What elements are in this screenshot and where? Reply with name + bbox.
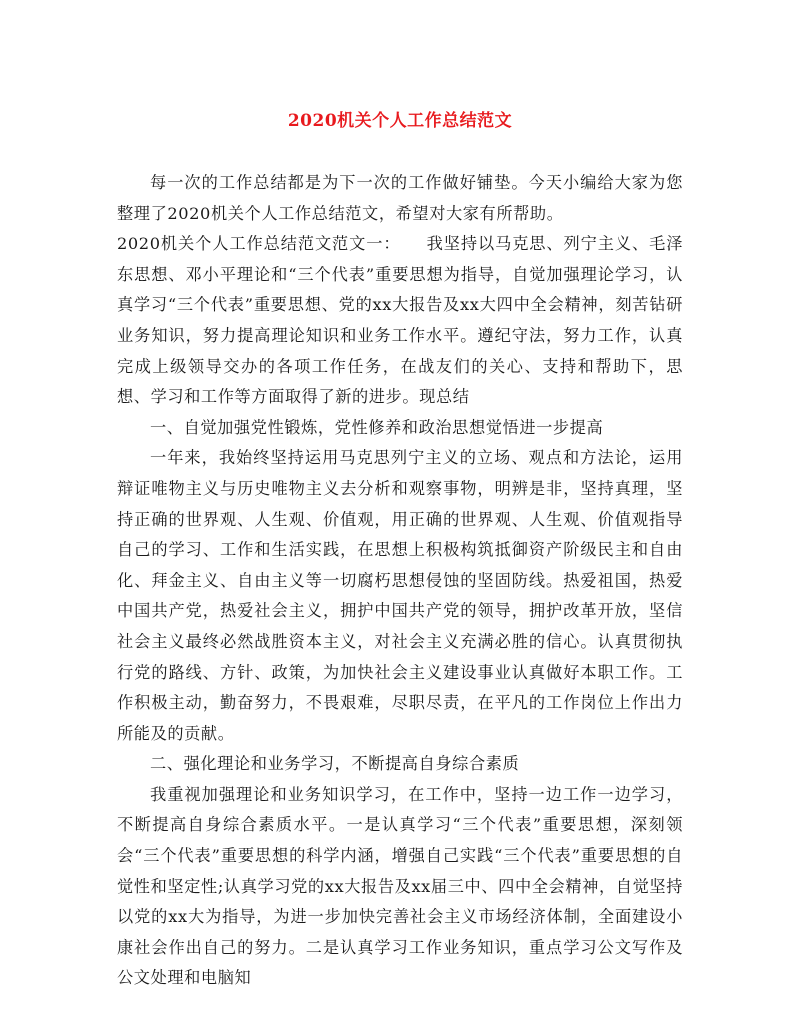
section-heading-1: 一、自觉加强党性锻炼，党性修养和政治思想觉悟进一步提高: [150, 417, 604, 437]
sample-one-paragraph: 2020机关个人工作总结范文范文一： 我坚持以马克思、列宁主义、毛泽东思想、邓小平理论和“三个代表”重要思想为指导，自觉加强理论学习，认真学习“三个代表”重要思想、党的xx大报告及xx大四中全会精神，刻苦钻研业务知识，努力提高理论知识和业务工作水平。遵纪守法，努力工作，认真完成上级领导交办的各项工作任务，在战友们的关心、支持和帮助下，思想、学习和工作等方面取得了新的进步。现总结: [117, 234, 683, 407]
section-1-paragraph: 一年来，我始终坚持运用马克思列宁主义的立场、观点和方法论，运用辩证唯物主义与历史唯物主义去分析和观察事物，明辨是非，坚持真理，坚持正确的世界观、人生观、价值观，用正确的世界观、人生观、价值观指导自己的学习、工作和生活实践，在思想上积极构筑抵御资产阶级民主和自由化、拜金主义、自由主义等一切腐朽思想侵蚀的坚固防线。热爱祖国，热爱中国共产党，热爱社会主义，拥护中国共产党的领导，拥护改革开放，坚信社会主义最终必然战胜资本主义，对社会主义充满必胜的信心。认真贯彻执行党的路线、方针、政策，为加快社会主义建设事业认真做好本职工作。工作积极主动，勤奋努力，不畏艰难，尽职尽责，在平凡的工作岗位上作出力所能及的贡献。: [117, 448, 683, 743]
section-2-paragraph: 我重视加强理论和业务知识学习，在工作中，坚持一边工作一边学习，不断提高自身综合素质水平。一是认真学习“三个代表”重要思想，深刻领会“三个代表”重要思想的科学内涵，增强自己实践“三个代表”重要思想的自觉性和坚定性;认真学习党的xx大报告及xx届三中、四中全会精神，自觉坚持以党的xx大为指导，为进一步加快完善社会主义市场经济体制，全面建设小康社会作出自己的努力。二是认真学习工作业务知识，重点学习公文写作及公文处理和电脑知: [117, 784, 683, 988]
document-body: [117, 168, 683, 994]
document-title: 2020机关个人工作总结范文: [287, 111, 513, 131]
section-heading-2: 二、强化理论和业务学习，不断提高自身综合素质: [150, 754, 520, 774]
intro-paragraph: 每一次的工作总结都是为下一次的工作做好铺垫。今天小编给大家为您整理了2020机关个人工作总结范文，希望对大家有所帮助。: [117, 173, 683, 223]
